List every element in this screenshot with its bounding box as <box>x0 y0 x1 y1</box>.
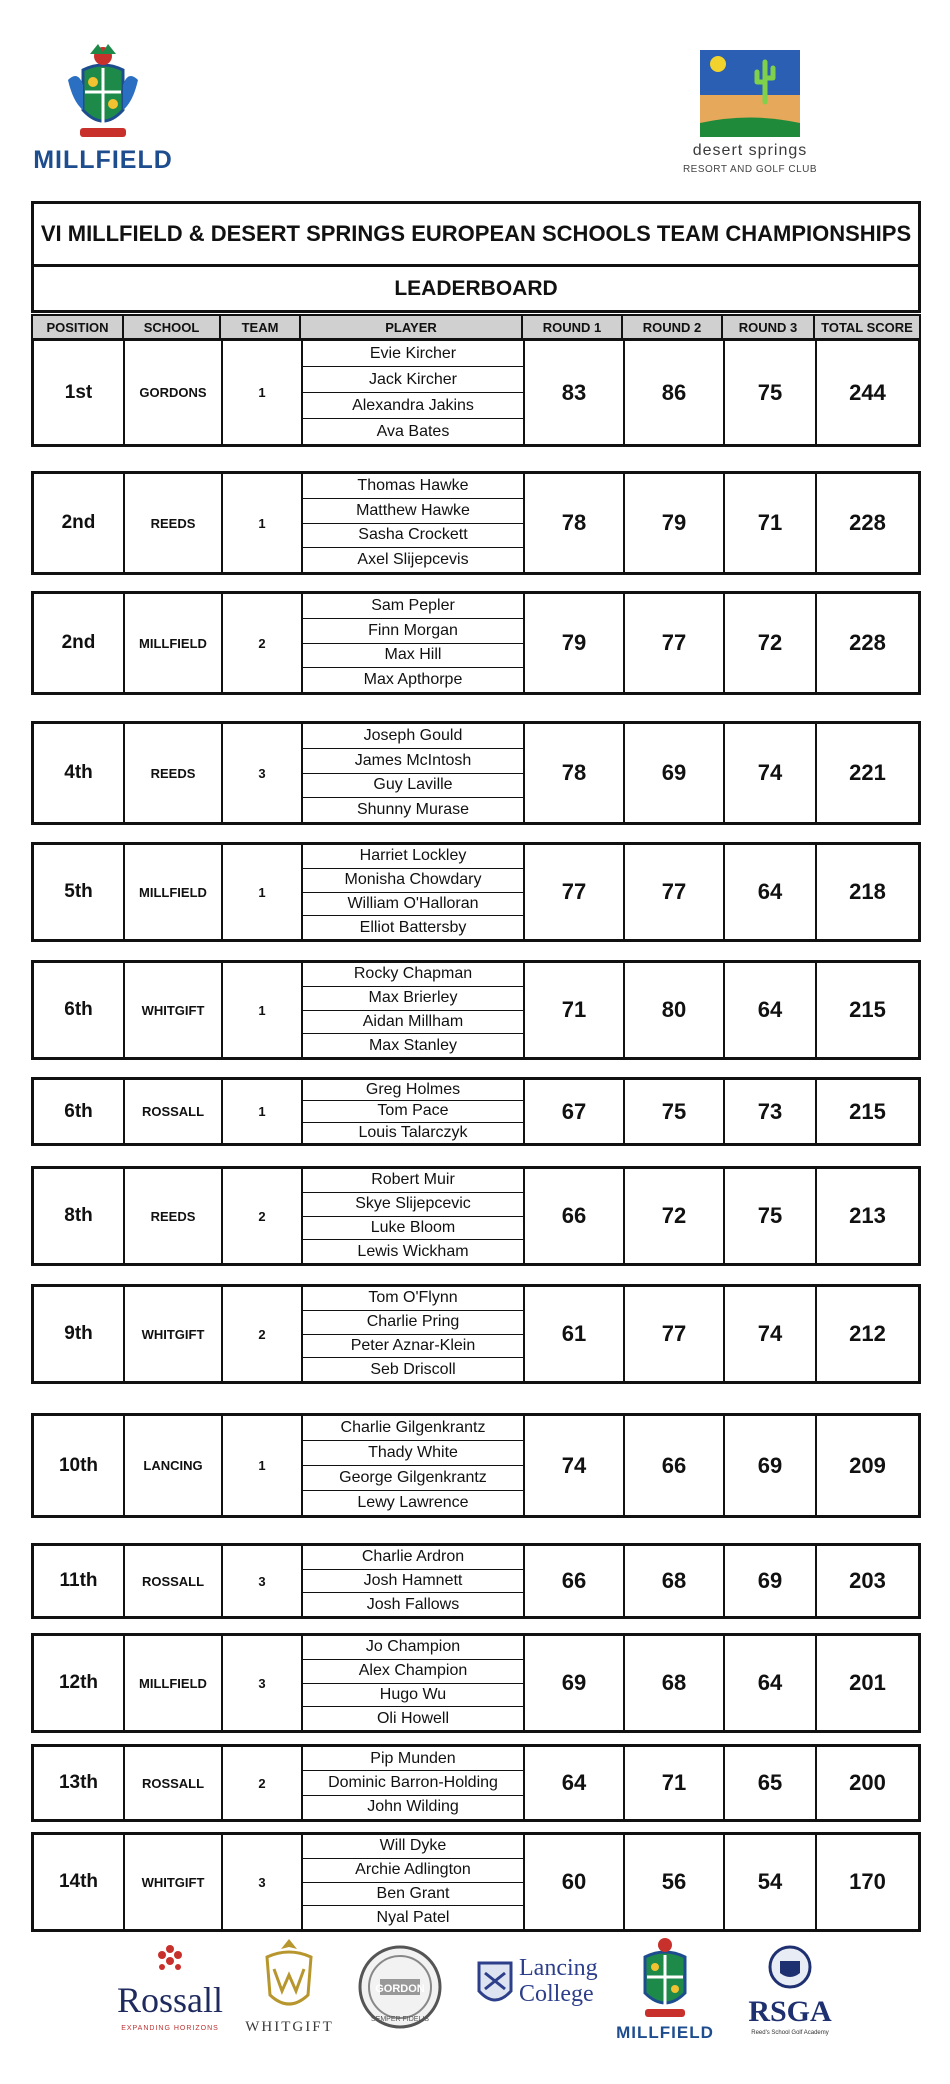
round-3-score: 54 <box>725 1835 817 1929</box>
lancing-wordmark-line1: Lancing <box>519 1955 598 1981</box>
school-cell: ROSSALL <box>125 1747 223 1819</box>
round-2-score: 75 <box>625 1080 725 1143</box>
total-score: 228 <box>849 510 886 535</box>
player-name: Finn Morgan <box>303 619 523 644</box>
rsga-logo <box>740 1935 840 2045</box>
team-row <box>31 1633 921 1733</box>
total-score: 203 <box>849 1568 886 1593</box>
player-name: Josh Fallows <box>366 1595 460 1613</box>
team-row <box>31 721 921 825</box>
players-cell <box>303 341 525 444</box>
total-score: 209 <box>849 1452 886 1478</box>
round-3-score: 69 <box>725 1416 817 1515</box>
round-2-score: 86 <box>625 341 725 444</box>
round-3-score: 71 <box>725 474 817 572</box>
millfield-wordmark: MILLFIELD <box>33 146 173 174</box>
rossall-wordmark: Rossall <box>116 1980 223 2020</box>
lancing-logo <box>475 1935 605 2045</box>
player-name: Lewy Lawrence <box>357 1494 469 1511</box>
round-1-score: 78 <box>525 474 625 572</box>
player-name: Sam Pepler <box>303 594 523 619</box>
position-cell: 2nd <box>34 594 125 692</box>
position-cell: 2nd <box>34 474 125 572</box>
player-name: Nyal Patel <box>376 1908 450 1926</box>
round-3-score: 64 <box>725 963 817 1057</box>
player-name: Max Apthorpe <box>363 671 463 689</box>
player-name: William O'Halloran <box>303 893 523 917</box>
players-cell <box>303 1169 525 1263</box>
school-cell: ROSSALL <box>125 1080 223 1143</box>
total-score: 244 <box>849 379 886 405</box>
team-number-cell: 3 <box>223 1636 303 1730</box>
school-cell: GORDONS <box>125 341 223 444</box>
players-cell <box>303 1287 525 1381</box>
page-title: VI MILLFIELD & DESERT SPRINGS EUROPEAN SCHOOLS TEAM CHAMPIONSHIPS <box>31 201 921 267</box>
team-number-cell: 1 <box>223 845 303 939</box>
player-name: Tom Pace <box>303 1101 523 1122</box>
player-name: Archie Adlington <box>303 1859 523 1883</box>
gordon-motto: SEMPER FIDELIS <box>371 2016 429 2023</box>
round-1-score: 61 <box>525 1287 625 1381</box>
player-name: Thomas Hawke <box>303 474 523 499</box>
round-1-score: 64 <box>525 1747 625 1819</box>
team-row <box>31 591 921 695</box>
team-number-cell: 1 <box>223 963 303 1057</box>
round-2-score: 56 <box>625 1835 725 1929</box>
total-score: 215 <box>849 1098 886 1124</box>
team-row <box>31 842 921 942</box>
team-row <box>31 1543 921 1619</box>
school-cell: MILLFIELD <box>125 845 223 939</box>
team-number-cell: 2 <box>223 1169 303 1263</box>
player-name: Jack Kircher <box>303 367 523 393</box>
player-name: Jo Champion <box>303 1636 523 1660</box>
gordon-logo <box>355 1935 445 2045</box>
school-cell: WHITGIFT <box>125 1835 223 1929</box>
rsga-crest-icon <box>740 1935 840 1995</box>
school-cell: REEDS <box>125 1169 223 1263</box>
position-cell: 9th <box>34 1287 125 1381</box>
school-cell: MILLFIELD <box>125 594 223 692</box>
team-row <box>31 1832 921 1932</box>
col-header-round-3: ROUND 3 <box>721 314 815 340</box>
millfield-footer-crest-icon <box>615 1935 715 2020</box>
player-name: Ava Bates <box>376 422 450 440</box>
round-2-score: 66 <box>625 1416 725 1515</box>
whitgift-crest-icon <box>242 1935 337 2017</box>
lancing-wordmark-line2: College <box>519 1981 594 2007</box>
round-3-score: 73 <box>725 1080 817 1143</box>
school-cell: LANCING <box>125 1416 223 1515</box>
players-cell <box>303 1747 525 1819</box>
player-name: Thady White <box>303 1441 523 1466</box>
player-name: Joseph Gould <box>303 724 523 749</box>
rossall-crest-icon <box>110 1935 230 1975</box>
school-cell: WHITGIFT <box>125 1287 223 1381</box>
round-1-score: 69 <box>525 1636 625 1730</box>
rsga-tagline: Reed's School Golf Academy <box>751 2030 829 2036</box>
round-3-score: 74 <box>725 724 817 822</box>
col-header-player: PLAYER <box>299 314 523 340</box>
round-1-score: 77 <box>525 845 625 939</box>
school-cell: REEDS <box>125 474 223 572</box>
total-score: 170 <box>849 1869 886 1894</box>
round-1-score: 60 <box>525 1835 625 1929</box>
millfield-logo <box>28 40 178 180</box>
player-name: Shunny Murase <box>356 801 470 819</box>
position-cell: 6th <box>34 963 125 1057</box>
round-2-score: 71 <box>625 1747 725 1819</box>
whitgift-logo <box>242 1935 337 2045</box>
player-name: Charlie Ardron <box>303 1546 523 1570</box>
gordon-crest-icon <box>355 1935 445 2045</box>
total-score: 228 <box>849 630 886 655</box>
col-header-school: SCHOOL <box>122 314 221 340</box>
round-2-score: 68 <box>625 1546 725 1616</box>
leaderboard-title: LEADERBOARD <box>31 264 921 313</box>
players-cell <box>303 1546 525 1616</box>
rossall-tagline: EXPANDING HORIZONS <box>121 2025 219 2032</box>
team-number-cell: 1 <box>223 341 303 444</box>
round-2-score: 72 <box>625 1169 725 1263</box>
millfield-footer-wordmark: MILLFIELD <box>616 2023 714 2042</box>
player-name: Evie Kircher <box>303 341 523 367</box>
team-row <box>31 960 921 1060</box>
players-cell <box>303 724 525 822</box>
player-name: Harriet Lockley <box>303 845 523 869</box>
player-name: Louis Talarczyk <box>358 1123 468 1141</box>
lancing-shield-icon <box>475 1957 515 2017</box>
round-1-score: 83 <box>525 341 625 444</box>
player-name: Josh Hamnett <box>303 1570 523 1594</box>
desert-springs-tagline: RESORT AND GOLF CLUB <box>682 164 818 175</box>
position-cell: 6th <box>34 1080 125 1143</box>
round-2-score: 80 <box>625 963 725 1057</box>
position-cell: 12th <box>34 1636 125 1730</box>
team-number-cell: 2 <box>223 1287 303 1381</box>
player-name: Matthew Hawke <box>303 499 523 524</box>
player-name: Oli Howell <box>376 1709 449 1727</box>
player-name: Hugo Wu <box>303 1684 523 1708</box>
player-name: Max Hill <box>303 644 523 669</box>
round-3-score: 69 <box>725 1546 817 1616</box>
school-cell: WHITGIFT <box>125 963 223 1057</box>
school-cell: MILLFIELD <box>125 1636 223 1730</box>
round-1-score: 66 <box>525 1546 625 1616</box>
position-cell: 10th <box>34 1416 125 1515</box>
player-name: Luke Bloom <box>303 1217 523 1241</box>
player-name: Alexandra Jakins <box>303 393 523 419</box>
round-1-score: 71 <box>525 963 625 1057</box>
team-row <box>31 1166 921 1266</box>
round-3-score: 65 <box>725 1747 817 1819</box>
team-row <box>31 1413 921 1518</box>
team-number-cell: 3 <box>223 1835 303 1929</box>
team-number-cell: 2 <box>223 1747 303 1819</box>
total-score: 201 <box>849 1670 886 1695</box>
team-number-cell: 1 <box>223 1416 303 1515</box>
round-2-score: 77 <box>625 1287 725 1381</box>
player-name: George Gilgenkrantz <box>303 1466 523 1491</box>
player-name: Tom O'Flynn <box>303 1287 523 1311</box>
position-cell: 14th <box>34 1835 125 1929</box>
team-row <box>31 338 921 447</box>
desert-springs-emblem-icon <box>665 42 835 140</box>
round-1-score: 79 <box>525 594 625 692</box>
player-name: Axel Slijepcevis <box>357 551 469 569</box>
player-name: Dominic Barron-Holding <box>303 1771 523 1795</box>
player-name: James McIntosh <box>303 749 523 774</box>
player-name: Monisha Chowdary <box>303 869 523 893</box>
team-number-cell: 1 <box>223 1080 303 1143</box>
players-cell <box>303 594 525 692</box>
position-cell: 4th <box>34 724 125 822</box>
players-cell <box>303 1080 525 1143</box>
players-cell <box>303 1835 525 1929</box>
round-2-score: 77 <box>625 845 725 939</box>
team-row <box>31 1284 921 1384</box>
total-score: 221 <box>849 760 886 785</box>
total-score: 213 <box>849 1203 886 1228</box>
player-name: Sasha Crockett <box>303 524 523 549</box>
team-row <box>31 471 921 575</box>
desert-springs-logo <box>665 42 835 187</box>
round-2-score: 68 <box>625 1636 725 1730</box>
player-name: Guy Laville <box>303 774 523 799</box>
round-3-score: 64 <box>725 845 817 939</box>
col-header-team: TEAM <box>219 314 301 340</box>
total-score: 218 <box>849 879 886 904</box>
team-row <box>31 1744 921 1822</box>
round-3-score: 75 <box>725 1169 817 1263</box>
round-2-score: 79 <box>625 474 725 572</box>
rossall-logo <box>110 1935 230 2045</box>
round-3-score: 74 <box>725 1287 817 1381</box>
players-cell <box>303 845 525 939</box>
players-cell <box>303 963 525 1057</box>
team-number-cell: 3 <box>223 1546 303 1616</box>
position-cell: 1st <box>34 341 125 444</box>
rsga-wordmark: RSGA <box>748 1995 832 2028</box>
gordon-label: GORDON <box>375 1983 425 1995</box>
millfield-footer-logo <box>615 1935 715 2045</box>
player-name: Peter Aznar-Klein <box>303 1335 523 1359</box>
player-name: Charlie Gilgenkrantz <box>303 1416 523 1441</box>
position-cell: 5th <box>34 845 125 939</box>
player-name: Pip Munden <box>303 1747 523 1771</box>
position-cell: 8th <box>34 1169 125 1263</box>
player-name: Aidan Millham <box>303 1011 523 1035</box>
round-1-score: 66 <box>525 1169 625 1263</box>
player-name: John Wilding <box>367 1798 459 1816</box>
position-cell: 13th <box>34 1747 125 1819</box>
player-name: Greg Holmes <box>303 1080 523 1101</box>
team-number-cell: 1 <box>223 474 303 572</box>
round-3-score: 75 <box>725 341 817 444</box>
player-name: Will Dyke <box>303 1835 523 1859</box>
millfield-crest-icon <box>28 40 178 145</box>
total-score: 212 <box>849 1321 886 1346</box>
player-name: Seb Driscoll <box>370 1360 456 1378</box>
player-name: Max Stanley <box>368 1036 458 1054</box>
position-cell: 11th <box>34 1546 125 1616</box>
round-1-score: 78 <box>525 724 625 822</box>
round-2-score: 77 <box>625 594 725 692</box>
whitgift-wordmark: WHITGIFT <box>245 2019 334 2035</box>
player-name: Rocky Chapman <box>303 963 523 987</box>
round-1-score: 67 <box>525 1080 625 1143</box>
players-cell <box>303 1416 525 1515</box>
round-1-score: 74 <box>525 1416 625 1515</box>
total-score: 215 <box>849 997 886 1022</box>
player-name: Ben Grant <box>303 1883 523 1907</box>
player-name: Robert Muir <box>303 1169 523 1193</box>
player-name: Skye Slijepcevic <box>303 1193 523 1217</box>
team-number-cell: 3 <box>223 724 303 822</box>
round-3-score: 72 <box>725 594 817 692</box>
player-name: Max Brierley <box>303 987 523 1011</box>
school-cell: ROSSALL <box>125 1546 223 1616</box>
players-cell <box>303 474 525 572</box>
col-header-total-score: TOTAL SCORE <box>813 314 921 340</box>
desert-springs-wordmark: desert springs <box>692 142 808 159</box>
player-name: Charlie Pring <box>303 1311 523 1335</box>
players-cell <box>303 1636 525 1730</box>
col-header-round-2: ROUND 2 <box>621 314 723 340</box>
team-number-cell: 2 <box>223 594 303 692</box>
round-2-score: 69 <box>625 724 725 822</box>
player-name: Elliot Battersby <box>359 918 467 936</box>
round-3-score: 64 <box>725 1636 817 1730</box>
team-row <box>31 1077 921 1146</box>
school-cell: REEDS <box>125 724 223 822</box>
player-name: Lewis Wickham <box>357 1242 469 1260</box>
col-header-round-1: ROUND 1 <box>521 314 623 340</box>
col-header-position: POSITION <box>31 314 124 340</box>
total-score: 200 <box>849 1770 886 1795</box>
player-name: Alex Champion <box>303 1660 523 1684</box>
